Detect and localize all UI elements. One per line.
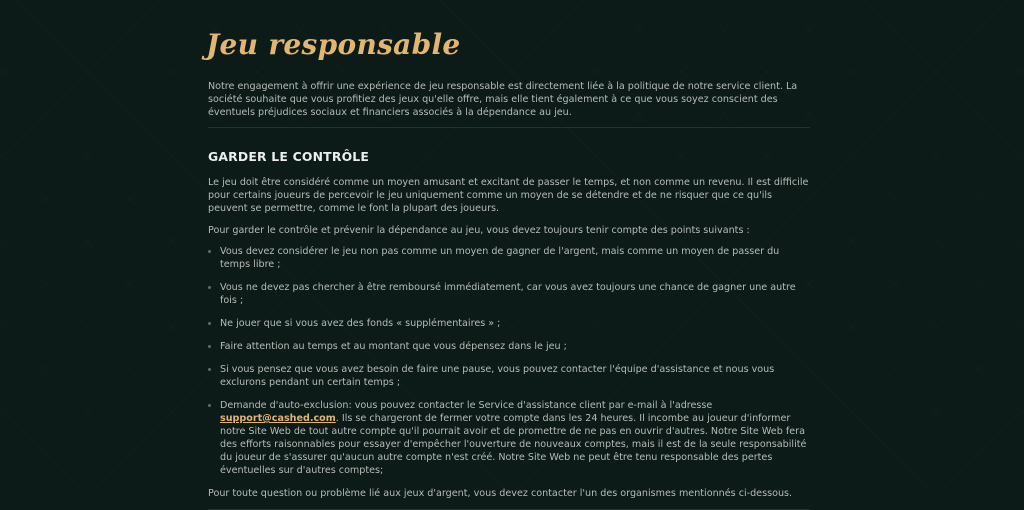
section-title: GARDER LE CONTRÔLE: [208, 149, 370, 164]
footer-paragraph: Pour toute question ou problème lié aux jeux d'argent, vous devez contacter l'un des organismes mentionnés ci-dessous.: [208, 488, 793, 499]
responsible-gaming-content: [208, 22, 810, 510]
bullet-dot-icon: [208, 250, 211, 253]
self-exclusion-text-after: . Ils se chargeront de fermer votre compte dans les 24 heures. Il incombe au joueur d'informer notre Site Web de tout autre compte qu'il pourrait avoir et de promettre de ne pas en ouvrir d'autres. Notre Site Web fera des efforts raisonnables pour essayer d'empêcher l'ouverture de nouveaux comptes, mais il est de la seule responsabilité du joueur de s'assurer qu'aucun autre compte n'est créé. Notre Site Web ne peut être tenu responsable des pertes éventuelles sur d'autres comptes;: [220, 413, 807, 476]
list-item: [208, 245, 810, 271]
list-item: [208, 317, 810, 330]
list-item-text: Vous devez considérer le jeu non pas comme un moyen de gagner de l'argent, mais comme un moyen de passer du temps libre ;: [220, 246, 780, 270]
page-title: Jeu responsable: [206, 28, 461, 61]
section-paragraph-1: Le jeu doit être considéré comme un moyen amusant et excitant de passer le temps, et non comme un revenu. Il est difficile pour certains joueurs de percevoir le jeu uniquement comme un moyen de se détendre et de ne risquer que ce qu'ils peuvent se permettre, comme le font la plupart des joueurs.: [208, 177, 809, 214]
support-email-link[interactable]: support@cashed.com: [220, 413, 336, 424]
bullet-dot-icon: [208, 322, 211, 325]
bullet-dot-icon: [208, 368, 211, 371]
bullet-dot-icon: [208, 404, 211, 407]
list-item: [208, 340, 810, 353]
bullet-dot-icon: [208, 345, 211, 348]
guidelines-list: [208, 245, 810, 477]
list-item-self-exclusion: [208, 399, 810, 477]
list-item-text: Ne jouer que si vous avez des fonds « supplémentaires » ;: [220, 318, 501, 329]
section-paragraph-2: Pour garder le contrôle et prévenir la dépendance au jeu, vous devez toujours tenir compte des points suivants :: [208, 225, 750, 236]
section-divider: [208, 127, 810, 128]
list-item: [208, 281, 810, 307]
bullet-dot-icon: [208, 286, 211, 289]
list-item-text: Faire attention au temps et au montant que vous dépensez dans le jeu ;: [220, 341, 567, 352]
intro-paragraph: Notre engagement à offrir une expérience de jeu responsable est directement liée à la politique de notre service client. La société souhaite que vous profitiez des jeux qu'elle offre, mais elle tient également à ce que vous soyez conscient des éventuels préjudices sociaux et financiers associés à la dépendance au jeu.: [208, 81, 798, 118]
list-item-text: Si vous pensez que vous avez besoin de faire une pause, vous pouvez contacter l'équipe d'assistance et nous vous exclurons pendant un certain temps ;: [220, 364, 775, 388]
list-item: [208, 363, 810, 389]
self-exclusion-text-before: Demande d'auto-exclusion: vous pouvez contacter le Service d'assistance client par e-mail à l'adresse: [220, 400, 713, 411]
list-item-text: Vous ne devez pas chercher à être remboursé immédiatement, car vous avez toujours une chance de gagner une autre fois ;: [220, 282, 796, 306]
